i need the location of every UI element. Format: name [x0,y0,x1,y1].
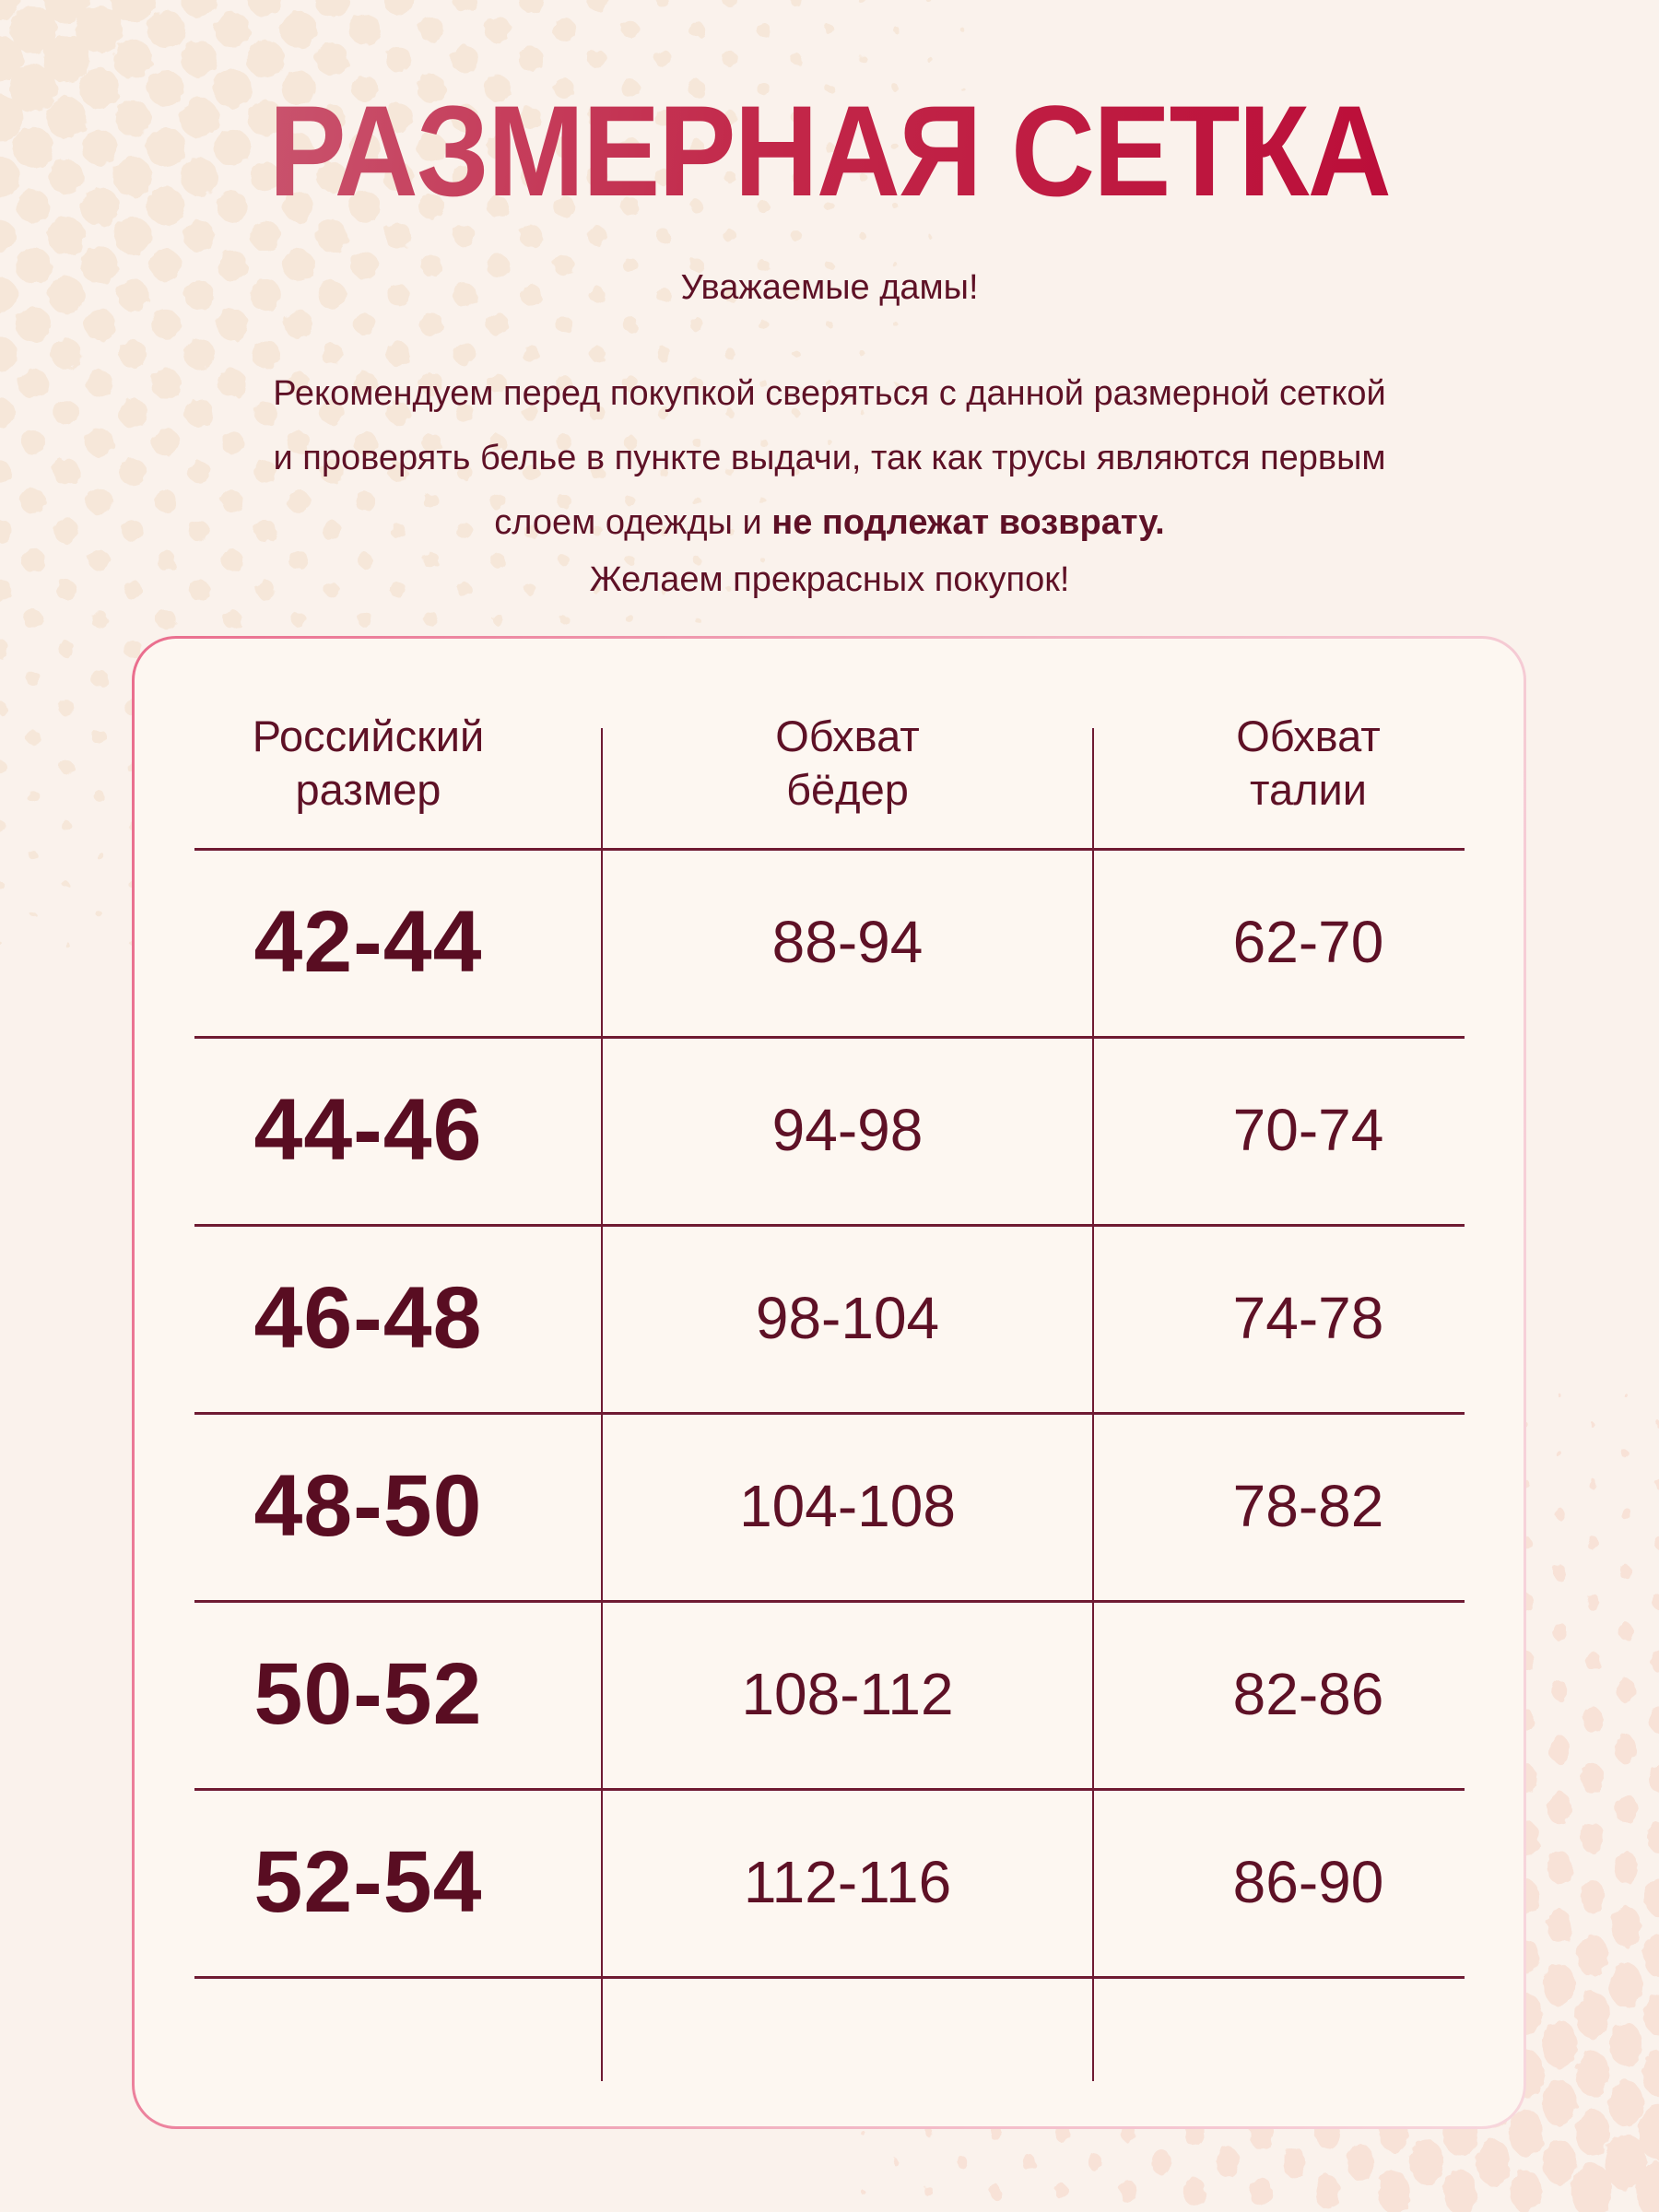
row-separator-line [194,1036,1465,1039]
size-cell: 46-48 [253,1268,483,1367]
no-return-bold-text: не подлежат возврату. [771,503,1165,542]
size-cell: 44-46 [253,1080,483,1179]
column-header-hips [602,639,1093,848]
row-separator-line [194,1600,1465,1603]
size-table [135,639,1524,2126]
row-separator-line [194,1788,1465,1791]
header-line: Российский [252,712,485,760]
waist-cell: 82-86 [1232,1661,1384,1727]
column-divider-line [1092,728,1094,2081]
waist-cell: 70-74 [1232,1097,1384,1163]
greeting-text: Уважаемые дамы! [680,268,979,307]
header-line: размер [295,765,441,814]
page-title [0,77,1659,225]
row-separator-line [194,1412,1465,1415]
hips-cell: 94-98 [771,1097,924,1163]
intro-line-2: и проверять белье в пункте выдачи, так как трусы являются первым [273,439,1386,477]
size-cell: 48-50 [253,1456,483,1555]
intro-line-3-normal: слоем одежды и [494,503,772,542]
header-line: бёдер [786,765,909,814]
hips-cell: 98-104 [755,1285,940,1351]
column-divider-line [601,728,603,2081]
size-cell: 50-52 [253,1644,483,1743]
table-bottom-line [194,1976,1465,1979]
size-cell: 52-54 [253,1832,483,1931]
size-table-card [135,639,1524,2126]
column-header-waist [1093,639,1524,848]
waist-cell: 74-78 [1232,1285,1384,1351]
hips-cell: 88-94 [771,909,924,975]
size-cell: 42-44 [253,892,483,991]
header-separator-line [194,848,1465,851]
row-separator-line [194,1224,1465,1227]
waist-cell: 62-70 [1232,909,1384,975]
wish-text: Желаем прекрасных покупок! [589,560,1070,599]
hips-cell: 108-112 [741,1661,954,1727]
hips-cell: 104-108 [739,1473,956,1539]
header-line: талии [1249,765,1368,814]
size-table-card-border [132,636,1526,2129]
waist-cell: 78-82 [1232,1473,1384,1539]
hips-cell: 112-116 [743,1849,952,1915]
waist-cell: 86-90 [1232,1849,1384,1915]
intro-line-3 [138,490,1521,555]
page-title-text: РАЗМЕРНАЯ СЕТКА [268,78,1391,223]
column-header-russian-size [135,639,602,848]
intro-paragraph [138,361,1521,555]
header-line: Обхват [1236,712,1381,760]
header-line: Обхват [775,712,920,760]
intro-line-1: Рекомендуем перед покупкой сверяться с данной размерной сеткой [273,374,1386,413]
